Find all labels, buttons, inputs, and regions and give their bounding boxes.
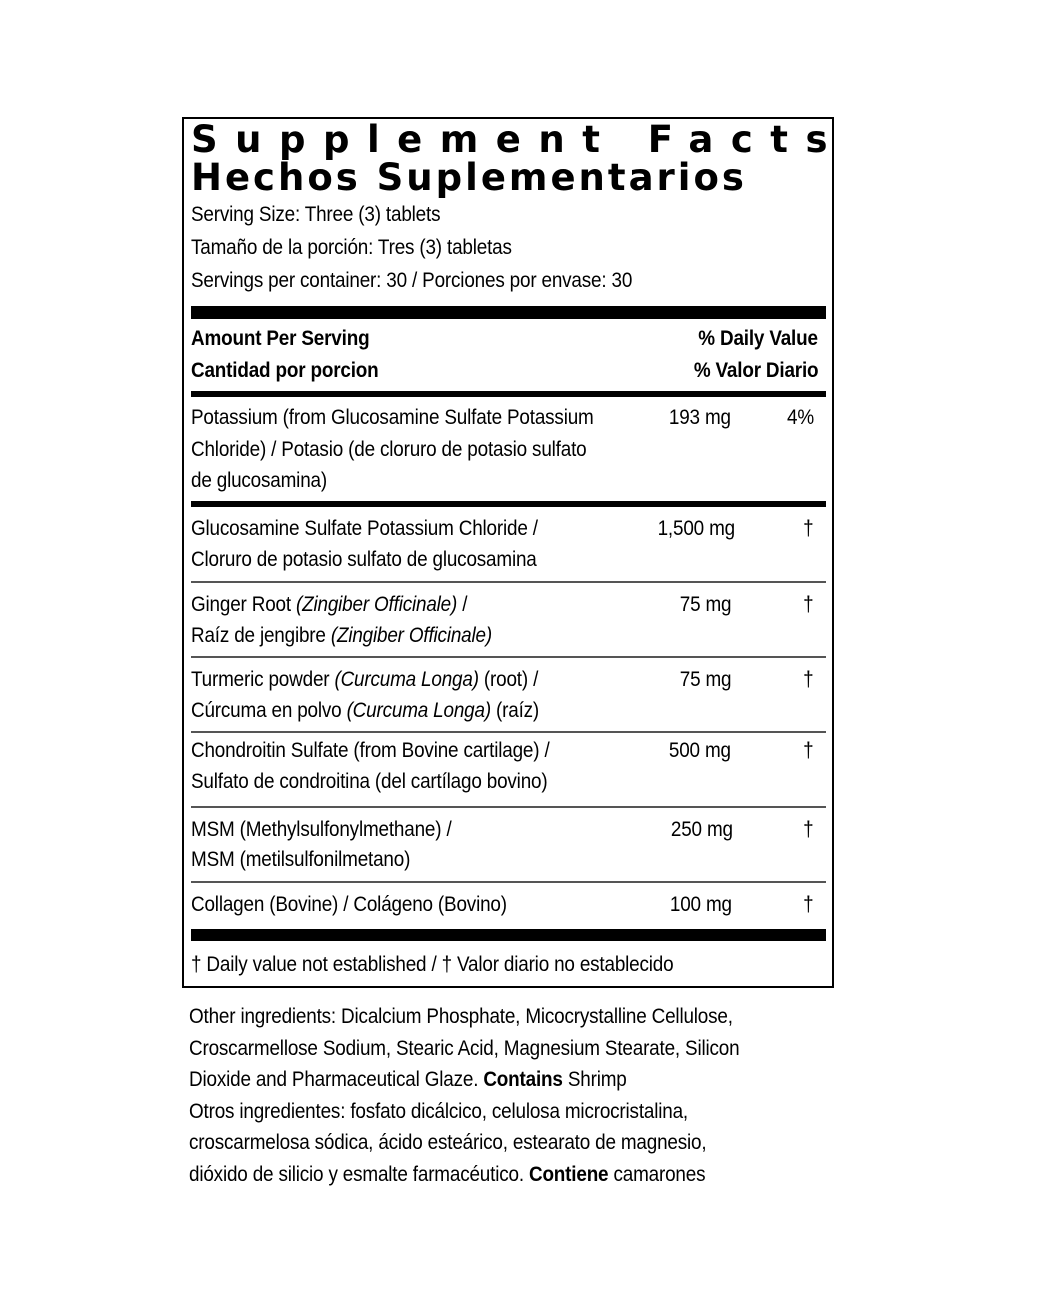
nutrient-daily-value: †: [802, 818, 813, 841]
nutrient-amount: 75 mg: [679, 593, 731, 616]
nutrient-daily-value: 4%: [787, 406, 814, 429]
nutrient-name-line: MSM (metilsulfonilmetano): [191, 848, 411, 871]
nutrient-name-line: Sulfato de condroitina (del cartílago bovino): [191, 770, 548, 793]
thin-divider: [191, 581, 826, 583]
nutrient-amount: 1,500 mg: [657, 517, 735, 540]
nutrient-amount: 75 mg: [679, 668, 731, 691]
nutrient-name-line: Glucosamine Sulfate Potassium Chloride /: [191, 517, 538, 540]
nutrient-name-line: Ginger Root (Zingiber Officinale) /: [191, 593, 468, 616]
other-ingredients-line: Dioxide and Pharmaceutical Glaze. Contains Shrimp: [189, 1068, 627, 1091]
nutrient-daily-value: †: [802, 893, 813, 916]
title-spanish: Hechos Suplementarios: [191, 156, 747, 199]
contiene-label: Contiene: [528, 1162, 609, 1186]
nutrient-name-line: Chloride) / Potasio (de cloruro de potasio sulfato: [191, 438, 587, 461]
other-ingredients-line: Otros ingredientes: fosfato dicálcico, celulosa microcristalina,: [189, 1099, 689, 1123]
thin-divider: [191, 656, 826, 658]
nutrient-daily-value: †: [802, 517, 813, 540]
thin-divider: [191, 806, 826, 808]
other-ingredients: [189, 1001, 819, 1190]
serving-size-spanish: Tamaño de la porción: Tres (3) tabletas: [191, 236, 512, 259]
nutrient-daily-value: †: [802, 593, 813, 616]
nutrient-name-line: Cloruro de potasio sulfato de glucosamina: [191, 548, 537, 571]
other-ingredients-line: Croscarmellose Sodium, Stearic Acid, Magnesium Stearate, Silicon: [189, 1036, 740, 1060]
amount-per-serving-header-spanish: Cantidad por porcion: [191, 359, 379, 382]
medium-divider: [191, 391, 826, 397]
nutrient-name-line: Raíz de jengibre (Zingiber Officinale): [191, 624, 492, 647]
other-ingredients-line: Other ingredients: Dicalcium Phosphate, Micocrystalline Cellulose,: [189, 1005, 733, 1028]
footnote: † Daily value not established / † Valor diario no establecido: [191, 953, 674, 976]
serving-size-english: Serving Size: Three (3) tablets: [191, 203, 441, 226]
nutrient-name-line: Cúrcuma en polvo (Curcuma Longa) (raíz): [191, 699, 540, 722]
nutrient-daily-value: †: [802, 739, 813, 762]
thick-divider: [191, 306, 826, 319]
nutrient-amount: 193 mg: [669, 406, 731, 429]
nutrient-name-line: Chondroitin Sulfate (from Bovine cartilage) /: [191, 739, 550, 762]
servings-per-container: Servings per container: 30 / Porciones por envase: 30: [191, 269, 633, 292]
nutrient-daily-value: †: [802, 668, 813, 691]
nutrient-name-line: MSM (Methylsulfonylmethane) /: [191, 818, 452, 841]
thin-divider: [191, 731, 826, 733]
contains-label: Contains: [483, 1068, 563, 1091]
daily-value-header: % Daily Value: [698, 327, 818, 350]
supplement-facts-panel: [182, 117, 846, 988]
nutrient-amount: 500 mg: [669, 739, 731, 762]
other-ingredients-line: dióxido de silicio y esmalte farmacéutico. Contiene camarones: [189, 1162, 706, 1186]
thin-divider: [191, 881, 826, 883]
nutrient-amount: 100 mg: [670, 893, 732, 916]
nutrient-amount: 250 mg: [671, 818, 733, 841]
thick-divider: [191, 929, 826, 941]
nutrient-name-line: Collagen (Bovine) / Colágeno (Bovino): [191, 893, 507, 916]
daily-value-header-spanish: % Valor Diario: [693, 359, 818, 382]
nutrient-name-line: Potassium (from Glucosamine Sulfate Potassium: [191, 406, 594, 429]
other-ingredients-line: croscarmelosa sódica, ácido esteárico, estearato de magnesio,: [189, 1131, 707, 1154]
medium-divider: [191, 501, 826, 507]
nutrient-name-line: de glucosamina): [191, 469, 327, 492]
amount-per-serving-header: Amount Per Serving: [191, 327, 370, 350]
title-english: Supplement Facts: [191, 118, 846, 161]
nutrient-name-line: Turmeric powder (Curcuma Longa) (root) /: [191, 668, 539, 691]
